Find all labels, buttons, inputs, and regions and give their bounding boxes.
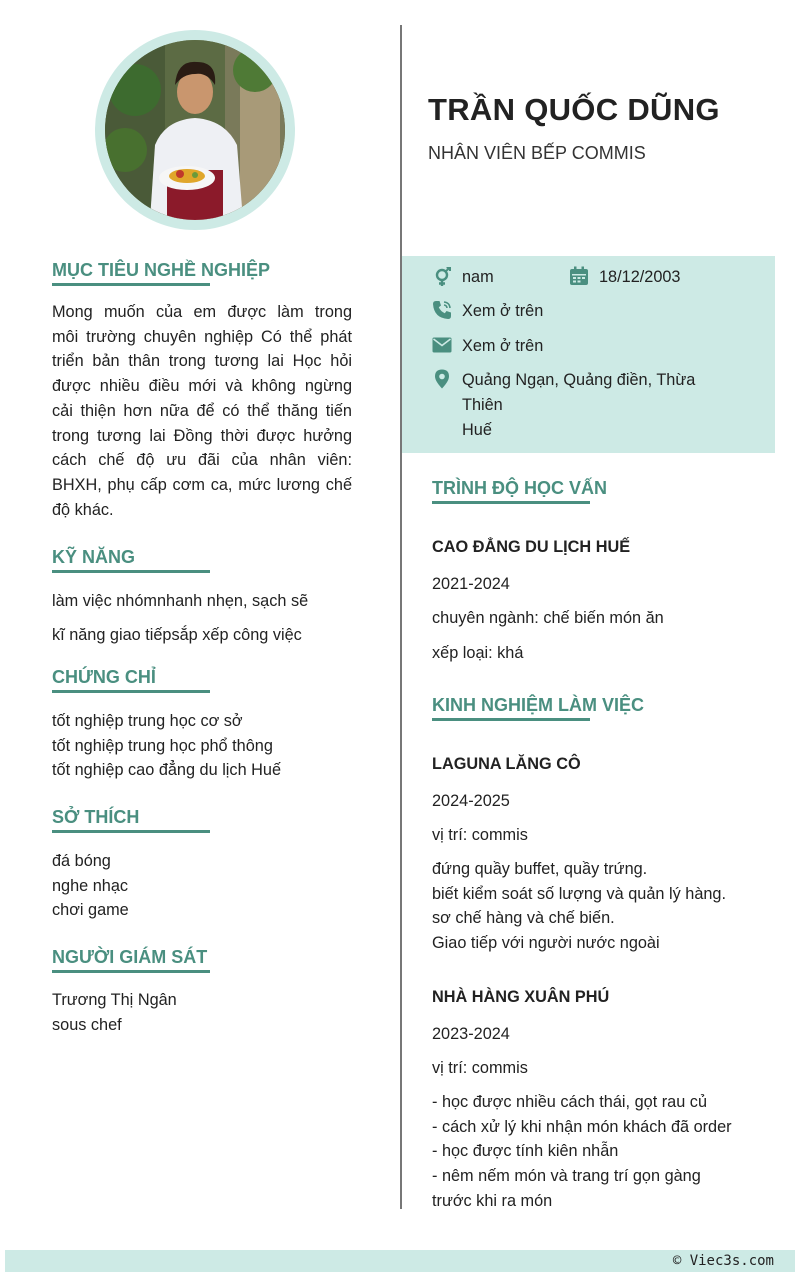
objective-text xyxy=(52,300,352,522)
hobby-item: chơi game xyxy=(52,901,129,920)
job-detail-line: biết kiểm soát số lượng và quản lý hàng. xyxy=(432,884,727,903)
education-period: 2021-2024 xyxy=(432,575,510,593)
objective-line: trong tương lai Đồng thời được hưởng xyxy=(52,426,352,445)
supervisor-underline xyxy=(52,970,210,973)
address-line-1: Quảng Ngạn, Quảng điền, Thừa xyxy=(462,371,696,389)
certificate-item: tốt nghiệp cao đẳng du lịch Huế xyxy=(52,761,282,780)
job-title: NHÂN VIÊN BẾP COMMIS xyxy=(428,143,646,163)
objective-line: độ khác. xyxy=(52,500,114,519)
address-line-3: Huế xyxy=(462,421,492,439)
experience-heading: KINH NGHIỆM LÀM VIỆC xyxy=(432,695,645,715)
job-detail-line: Giao tiếp với người nước ngoài xyxy=(432,934,660,953)
certificates-heading: CHỨNG CHỈ xyxy=(52,667,156,687)
hobby-item: nghe nhạc xyxy=(52,876,129,895)
objective-line: triển bản thân trong tương lai Học hỏi xyxy=(52,352,352,371)
job-detail-line: sơ chế hàng và chế biến. xyxy=(432,909,615,928)
hobbies-heading: SỞ THÍCH xyxy=(52,807,140,827)
candidate-name: TRẦN QUỐC DŨNG xyxy=(428,92,720,127)
certificate-item: tốt nghiệp trung học cơ sở xyxy=(52,712,243,730)
objective-line: môi trường chuyên nghiệp Có thể phát xyxy=(52,327,352,346)
birthdate-value: 18/12/2003 xyxy=(599,268,681,286)
gender-value: nam xyxy=(462,268,494,286)
objective-line: cải thiện hơn nữa để có thể thăng tiến xyxy=(52,401,352,420)
job-company: LAGUNA LĂNG CÔ xyxy=(432,755,581,773)
education-major: chuyên ngành: chế biến món ăn xyxy=(432,609,664,627)
job-detail-line: đứng quầy buffet, quầy trứng. xyxy=(432,860,648,878)
job-detail-line: trước khi ra món xyxy=(432,1191,553,1210)
avatar-photo xyxy=(105,40,285,220)
job-position: vị trí: commis xyxy=(432,1059,528,1077)
supervisor-name: Trương Thị Ngân xyxy=(52,991,177,1009)
education-school: CAO ĐẲNG DU LỊCH HUẾ xyxy=(432,538,631,556)
education-grade: xếp loại: khá xyxy=(432,644,524,662)
skill-item: kĩ năng giao tiếpsắp xếp công việc xyxy=(52,626,302,644)
experience-underline xyxy=(432,718,590,721)
job-detail-line: - học được nhiều cách thái, gọt rau củ xyxy=(432,1093,707,1111)
calendar-icon xyxy=(569,266,589,286)
job-period: 2023-2024 xyxy=(432,1025,510,1043)
address-line-2: Thiên xyxy=(462,396,503,414)
job-position: vị trí: commis xyxy=(432,826,528,844)
skills-underline xyxy=(52,570,210,573)
objective-line: được nhiều điều mới và không ngừng xyxy=(52,377,352,396)
gender-icon xyxy=(432,267,452,287)
certificates-list xyxy=(52,709,281,783)
objective-underline xyxy=(52,283,210,286)
objective-line: cách chế độ ưu đãi của nhân viên: xyxy=(52,451,352,470)
supervisor-position: sous chef xyxy=(52,1015,122,1034)
supervisor-heading: NGƯỜI GIÁM SÁT xyxy=(52,947,208,967)
hobby-item: đá bóng xyxy=(52,852,111,870)
objective-line: BHXH, phụ cấp cơm ca, mức lương chế xyxy=(52,475,352,494)
location-icon xyxy=(432,369,452,389)
job-company: NHÀ HÀNG XUÂN PHÚ xyxy=(432,988,610,1006)
job-detail-line: - nêm nếm món và trang trí gọn gàng xyxy=(432,1167,701,1186)
skill-item: làm việc nhómnhanh nhẹn, sạch sẽ xyxy=(52,592,309,610)
job-details xyxy=(432,857,772,956)
job-detail-line: - cách xử lý khi nhận món khách đã order xyxy=(432,1117,732,1136)
email-icon xyxy=(432,335,452,355)
hobbies-list xyxy=(52,849,129,923)
education-heading: TRÌNH ĐỘ HỌC VẤN xyxy=(432,478,607,498)
avatar xyxy=(105,40,285,220)
phone-icon xyxy=(432,300,452,320)
job-details xyxy=(432,1090,772,1214)
certificate-item: tốt nghiệp trung học phổ thông xyxy=(52,736,273,755)
supervisor-info xyxy=(52,988,177,1037)
education-underline xyxy=(432,501,590,504)
email-value: Xem ở trên xyxy=(462,337,544,355)
column-divider xyxy=(400,25,402,1209)
hobbies-underline xyxy=(52,830,210,833)
skills-heading: KỸ NĂNG xyxy=(52,547,136,567)
objective-heading: MỤC TIÊU NGHỀ NGHIỆP xyxy=(52,260,271,280)
phone-value: Xem ở trên xyxy=(462,302,544,320)
certificates-underline xyxy=(52,690,210,693)
job-period: 2024-2025 xyxy=(432,792,510,810)
objective-line: Mong muốn của em được làm trong xyxy=(52,303,352,321)
footer-credit: © Viec3s.com xyxy=(672,1253,774,1269)
job-detail-line: - học được tính kiên nhẫn xyxy=(432,1142,619,1161)
